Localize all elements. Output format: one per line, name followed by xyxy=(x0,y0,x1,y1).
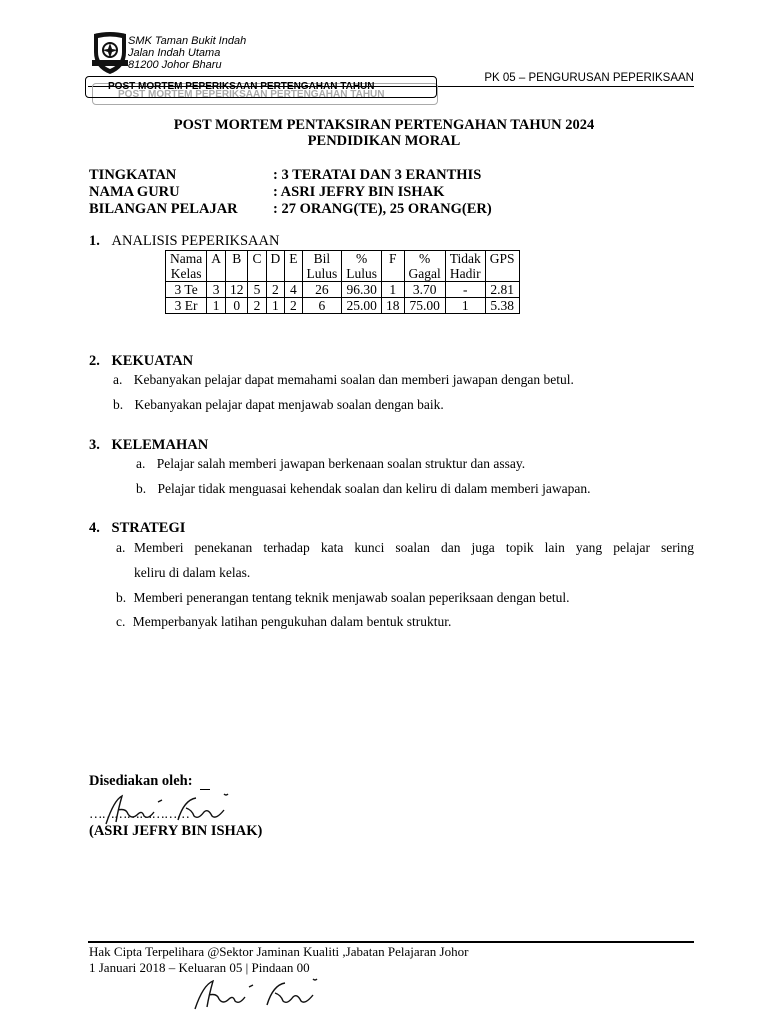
table-cell: 2 xyxy=(266,282,285,298)
header-e: E xyxy=(285,251,302,282)
table-cell: 5 xyxy=(248,282,266,298)
info-label-tingkatan: TINGKATAN xyxy=(89,167,177,183)
header-box-label: POST MORTEM PEPERIKSAAN PERTENGAHAN TAHUN xyxy=(108,81,375,92)
signature-dots: …………………… xyxy=(89,806,189,821)
header-tidak-hadir: Tidak Hadir xyxy=(445,251,485,282)
section-number: 2. xyxy=(89,353,100,369)
header-gps: GPS xyxy=(485,251,519,282)
strategi-item-a-line2: keliru di dalam kelas. xyxy=(134,565,251,580)
kekuatan-item-b: Kebanyakan pelajar dapat menjawab soalan dengan baik. xyxy=(134,397,444,412)
school-postcode: 81200 Johor Bharu xyxy=(128,59,222,71)
header-box-ghost-label: POST MORTEM PEPERIKSAAN PERTENGAHAN TAHUN xyxy=(118,89,385,100)
section-title-analisis: ANALISIS PEPERIKSAAN xyxy=(111,233,280,249)
table-cell: 25.00 xyxy=(342,298,382,314)
header-f: F xyxy=(382,251,405,282)
prepared-by-label: Disediakan oleh: xyxy=(89,773,193,789)
table-cell: 1 xyxy=(266,298,285,314)
footer-issue: 1 Januari 2018 – Keluaran 05 | Pindaan 00 xyxy=(89,960,310,975)
item-marker: b. xyxy=(113,397,124,412)
table-cell: 96.30 xyxy=(342,282,382,298)
header-bil-lulus: Bil Lulus xyxy=(302,251,342,282)
header-b: B xyxy=(225,251,248,282)
table-cell: 12 xyxy=(225,282,248,298)
item-marker: b. xyxy=(136,481,147,496)
signatory-name: (ASRI JEFRY BIN ISHAK) xyxy=(89,823,263,839)
table-cell: 0 xyxy=(225,298,248,314)
section-number: 3. xyxy=(89,437,100,453)
table-cell: 4 xyxy=(285,282,302,298)
info-value-bilangan: : 27 ORANG(TE), 25 ORANG(ER) xyxy=(273,201,492,217)
section-number: 4. xyxy=(89,520,100,536)
header-a: A xyxy=(207,251,226,282)
results-table xyxy=(165,250,520,314)
header-pct-lulus: % Lulus xyxy=(342,251,382,282)
school-address: Jalan Indah Utama xyxy=(128,47,221,59)
table-cell: 6 xyxy=(302,298,342,314)
table-row xyxy=(166,298,520,314)
table-cell: - xyxy=(445,282,485,298)
page-subtitle: PENDIDIKAN MORAL xyxy=(307,133,461,149)
table-row xyxy=(166,282,520,298)
strategi-item-c: Memperbanyak latihan pengukuhan dalam bentuk struktur. xyxy=(132,614,452,629)
table-cell: 2 xyxy=(285,298,302,314)
header-pct-gagal: % Gagal xyxy=(404,251,445,282)
item-marker: a. xyxy=(113,372,123,387)
kekuatan-item-a: Kebanyakan pelajar dapat memahami soalan dan memberi jawapan dengan betul. xyxy=(133,372,574,387)
table-header-row xyxy=(166,251,520,282)
section-title-strategi: STRATEGI xyxy=(111,520,186,536)
kelemahan-item-b: Pelajar tidak menguasai kehendak soalan dan keliru di dalam memberi jawapan. xyxy=(157,481,591,496)
header-c: C xyxy=(248,251,266,282)
info-value-nama-guru: : ASRI JEFRY BIN ISHAK xyxy=(273,184,445,200)
header-nama-kelas: Nama Kelas xyxy=(166,251,207,282)
section-title-kekuatan: KEKUATAN xyxy=(111,353,194,369)
item-marker: b. xyxy=(116,590,127,605)
kelemahan-item-a: Pelajar salah memberi jawapan berkenaan soalan struktur dan assay. xyxy=(156,456,526,471)
school-name: SMK Taman Bukit Indah xyxy=(128,35,247,47)
item-marker: a. xyxy=(136,456,146,471)
table-cell: 5.38 xyxy=(485,298,519,314)
table-cell: 26 xyxy=(302,282,342,298)
table-cell: 2.81 xyxy=(485,282,519,298)
info-label-bilangan: BILANGAN PELAJAR xyxy=(89,201,238,217)
footer-copyright: Hak Cipta Terpelihara @Sektor Jaminan Kualiti ,Jabatan Pelajaran Johor xyxy=(89,944,469,959)
footer-signature-image xyxy=(185,975,335,1015)
table-cell: 3 xyxy=(207,282,226,298)
table-cell: 75.00 xyxy=(404,298,445,314)
header-d: D xyxy=(266,251,285,282)
item-marker: a. xyxy=(116,540,126,555)
table-cell: 1 xyxy=(207,298,226,314)
table-cell: 2 xyxy=(248,298,266,314)
section-title-kelemahan: KELEMAHAN xyxy=(111,437,209,453)
table-cell: 3 Er xyxy=(166,298,207,314)
info-label-nama-guru: NAMA GURU xyxy=(89,184,180,200)
table-cell: 1 xyxy=(445,298,485,314)
table-cell: 18 xyxy=(382,298,405,314)
school-logo xyxy=(90,30,130,76)
item-marker: c. xyxy=(116,614,126,629)
table-cell: 3.70 xyxy=(404,282,445,298)
table-cell: 3 Te xyxy=(166,282,207,298)
strategi-item-b: Memberi penerangan tentang teknik menjawab soalan peperiksaan dengan betul. xyxy=(133,590,570,605)
info-value-tingkatan: : 3 TERATAI DAN 3 ERANTHIS xyxy=(273,167,482,183)
section-number: 1. xyxy=(89,233,100,249)
page-title: POST MORTEM PENTAKSIRAN PERTENGAHAN TAHUN 2024 xyxy=(173,117,595,133)
strategi-item-a-line1: Memberi penekanan terhadap kata kunci soalan dan juga topik lain yang pelajar sering xyxy=(134,540,694,555)
footer-rule xyxy=(88,941,694,943)
table-cell: 1 xyxy=(382,282,405,298)
doc-code: PK 05 – PENGURUSAN PEPERIKSAAN xyxy=(484,72,694,84)
